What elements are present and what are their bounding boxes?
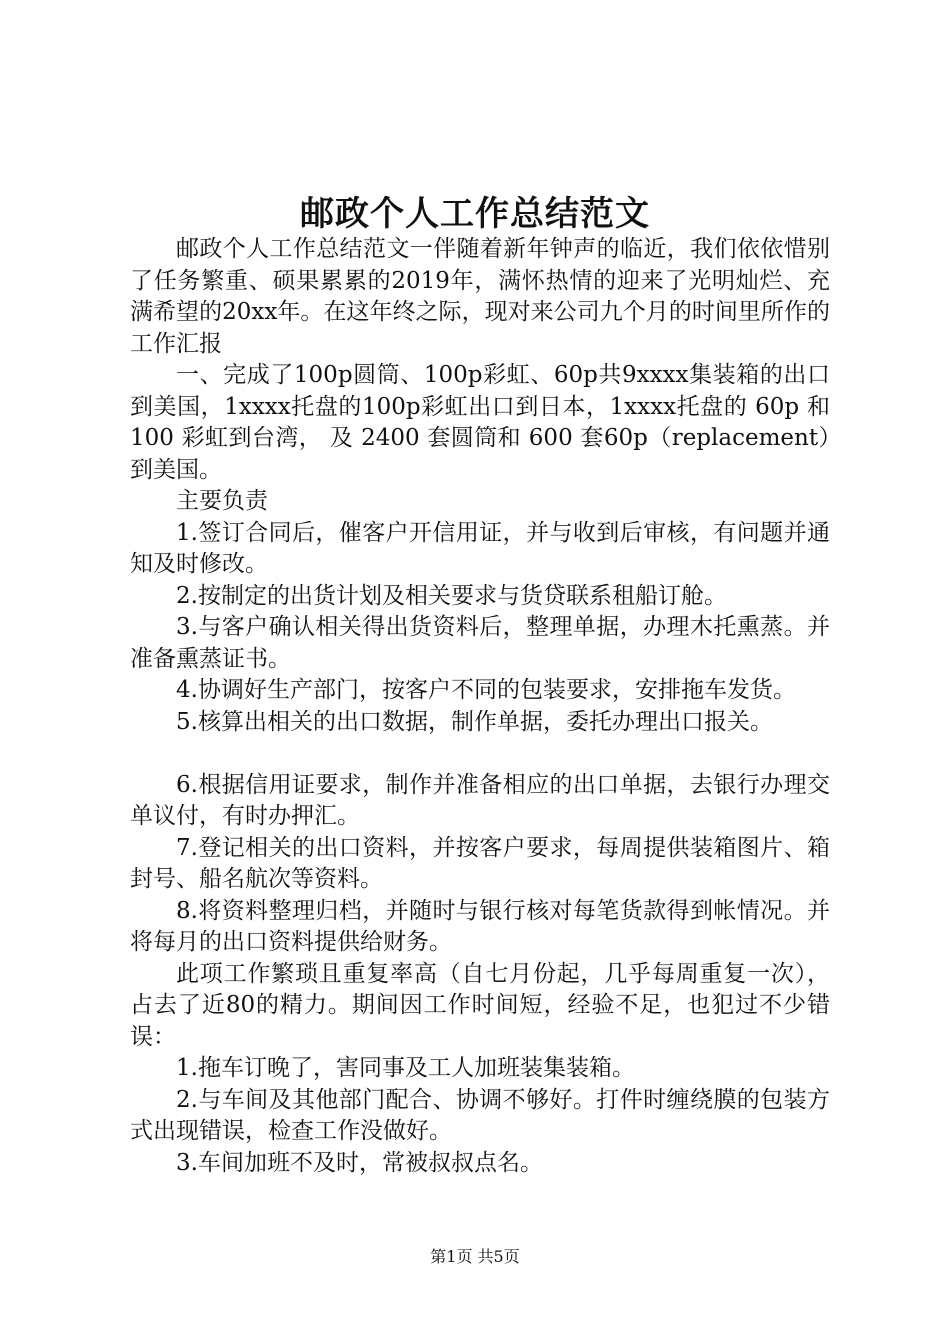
paragraph-blank (130, 738, 830, 770)
paragraph-duty-4: 4.协调好生产部门，按客户不同的包装要求，安排拖车发货。 (176, 677, 796, 703)
paragraph-duty-2: 2.按制定的出货计划及相关要求与货贷联系租船订舱。 (176, 582, 727, 609)
paragraph-duty-5: 5.核算出相关的出口数据，制作单据，委托办理出口报关。 (176, 708, 773, 735)
paragraph-section-1: 一、完成了100p圆筒、100p彩虹、60p共9xxxx集装箱的出口到美国，1xxxx托盘的100p彩虹出口到日本，1xxxx托盘的 60p 和 100 彩虹到台湾， 及 2400 套圆筒和 600 套60p（replacement）到美国。 (130, 362, 830, 483)
paragraph-duty-8: 8.将资料整理归档，并随时与银行核对每笔货款得到帐情况。并将每月的出口资料提供给财务。 (130, 897, 830, 955)
paragraph-mistake-3: 3.车间加班不及时，常被叔叔点名。 (176, 1149, 543, 1176)
paragraph-duty-6: 6.根据信用证要求，制作并准备相应的出口单据，去银行办理交单议付，有时办押汇。 (130, 771, 830, 829)
page-number: 第1页 共5页 (430, 1247, 520, 1266)
paragraph-duty-7: 7.登记相关的出口资料，并按客户要求，每周提供装箱图片、箱封号、船名航次等资料。 (130, 834, 830, 892)
document-body (130, 234, 830, 1179)
paragraph-workload: 此项工作繁琐且重复率高（自七月份起，几乎每周重复一次），占去了近80的精力。期间因工作时间短，经验不足，也犯过不少错误： (130, 960, 830, 1050)
paragraph-duty-1: 1.签订合同后，催客户开信用证，并与收到后审核，有问题并通知及时修改。 (130, 519, 830, 577)
document-title: 邮政个人工作总结范文 (300, 194, 650, 234)
paragraph-mistake-2: 2.与车间及其他部门配合、协调不够好。打件时缠绕膜的包装方式出现错误，检查工作没做好。 (130, 1086, 830, 1144)
paragraph-mistake-1: 1.拖车订晚了，害同事及工人加班装集装箱。 (176, 1055, 635, 1081)
paragraph-intro: 邮政个人工作总结范文一伴随着新年钟声的临近，我们依依惜别了任务繁重、硕果累累的2019年，满怀热情的迎来了光明灿烂、充满希望的20xx年。在这年终之际，现对来公司九个月的时间里所作的工作汇报 (130, 236, 830, 357)
paragraph-duty-3: 3.与客户确认相关得出货资料后，整理单据，办理木托熏蒸。并准备熏蒸证书。 (130, 614, 830, 672)
paragraph-main-duties-heading: 主要负责 (176, 488, 268, 514)
